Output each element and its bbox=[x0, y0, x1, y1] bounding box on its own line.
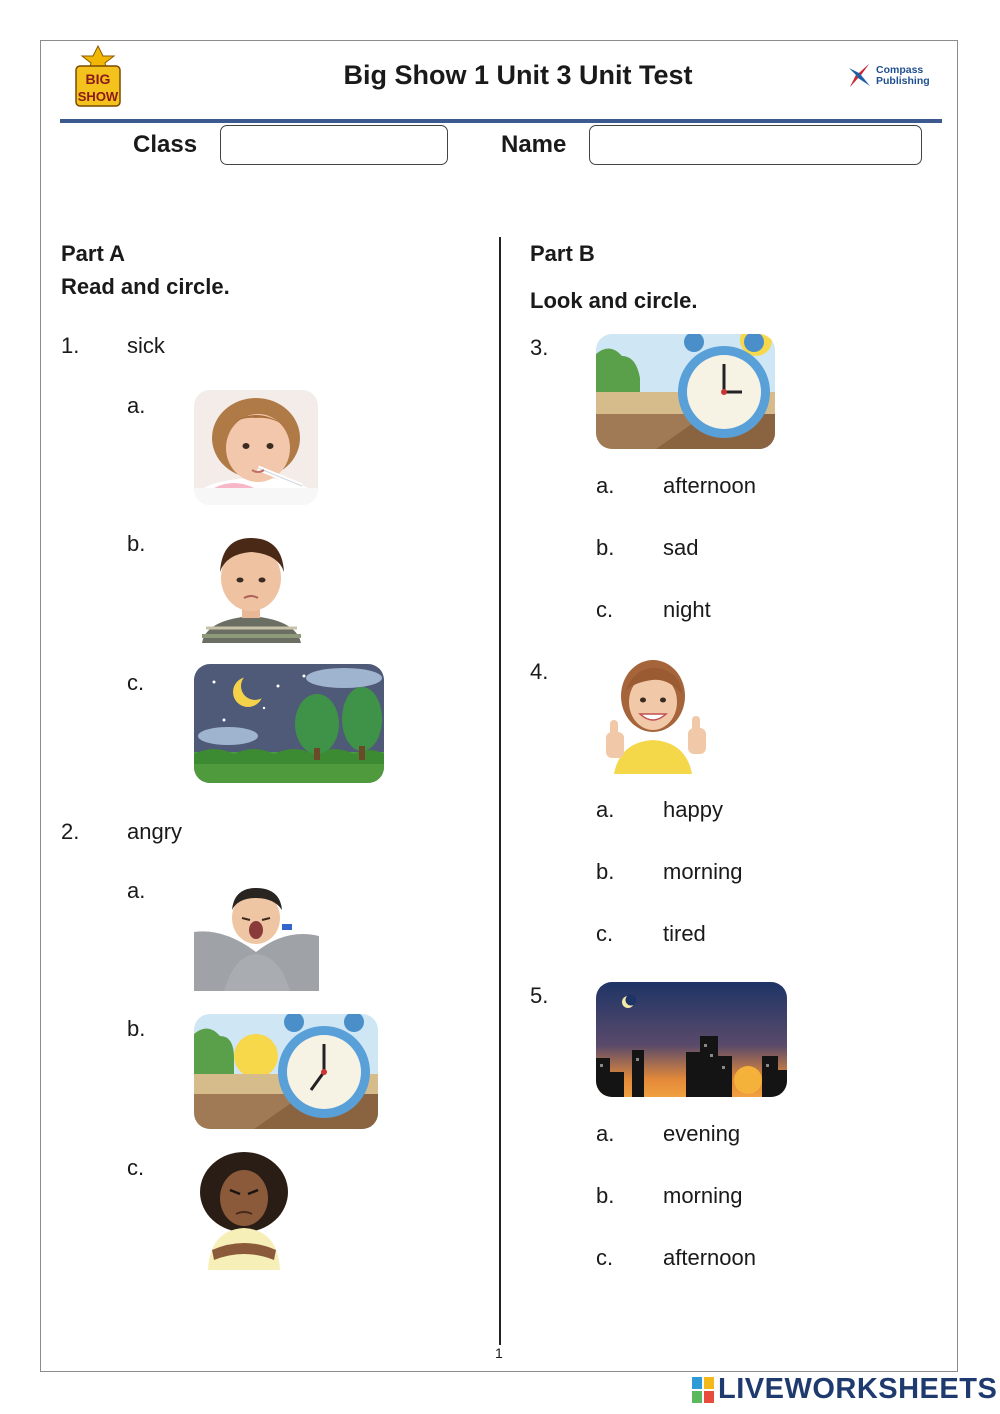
q1-option-b-sad-boy-image[interactable] bbox=[194, 528, 309, 643]
q2-option-a-yawning-boy-image[interactable] bbox=[194, 874, 319, 991]
q5-option-b-letter[interactable]: b. bbox=[596, 1183, 615, 1208]
q1-option-b-letter[interactable]: b. bbox=[127, 531, 146, 556]
q2-option-b-letter[interactable]: b. bbox=[127, 1016, 146, 1041]
question-1-number: 1. bbox=[61, 333, 80, 358]
q5-evening-city-image bbox=[596, 982, 787, 1097]
part-b-instruction: Look and circle. bbox=[530, 288, 698, 313]
q4-option-c-letter[interactable]: c. bbox=[596, 921, 614, 946]
q1-option-a-sick-girl-image[interactable] bbox=[194, 390, 318, 505]
question-4-number: 4. bbox=[530, 659, 549, 684]
q4-option-b-text[interactable]: morning bbox=[663, 859, 743, 884]
q5-option-b-text[interactable]: morning bbox=[663, 1183, 743, 1208]
class-label: Class bbox=[133, 131, 198, 158]
question-2-word: angry bbox=[127, 819, 183, 844]
page-number: 1 bbox=[495, 1345, 503, 1361]
part-b-heading: Part B bbox=[530, 241, 595, 266]
q3-option-a-letter[interactable]: a. bbox=[596, 473, 615, 498]
compass-star-icon bbox=[846, 60, 872, 90]
part-a-instruction: Read and circle. bbox=[61, 274, 230, 299]
question-1-word: sick bbox=[127, 333, 165, 358]
q4-option-b-letter[interactable]: b. bbox=[596, 859, 615, 884]
q3-afternoon-clock-image bbox=[596, 334, 775, 449]
q4-option-a-text[interactable]: happy bbox=[663, 797, 723, 822]
q2-option-a-letter[interactable]: a. bbox=[127, 878, 146, 903]
q2-option-c-angry-girl-image[interactable] bbox=[194, 1150, 294, 1270]
q4-happy-girl-image bbox=[596, 656, 711, 774]
question-2-number: 2. bbox=[61, 819, 80, 844]
q3-option-b-text[interactable]: sad bbox=[663, 535, 699, 560]
class-input[interactable] bbox=[220, 125, 448, 165]
q3-option-c-text[interactable]: night bbox=[663, 597, 711, 622]
q1-option-c-letter[interactable]: c. bbox=[127, 670, 145, 695]
q2-option-c-letter[interactable]: c. bbox=[127, 1155, 145, 1180]
question-5-number: 5. bbox=[530, 983, 549, 1008]
liveworksheets-logo-icon bbox=[692, 1377, 714, 1403]
q4-option-a-letter[interactable]: a. bbox=[596, 797, 615, 822]
compass-logo-line2: Publishing bbox=[876, 75, 930, 87]
q2-option-b-morning-clock-image[interactable] bbox=[194, 1014, 378, 1129]
logo-text-big: BIG bbox=[85, 71, 111, 87]
question-3-number: 3. bbox=[530, 335, 549, 360]
q3-option-c-letter[interactable]: c. bbox=[596, 597, 614, 622]
q5-option-c-letter[interactable]: c. bbox=[596, 1245, 614, 1270]
column-divider bbox=[499, 237, 501, 1345]
liveworksheets-watermark: LIVEWORKSHEETS bbox=[718, 1373, 998, 1405]
logo-text-show: SHOW bbox=[77, 89, 119, 104]
compass-publishing-logo bbox=[846, 60, 941, 92]
q5-option-c-text[interactable]: afternoon bbox=[663, 1245, 756, 1270]
page-title: Big Show 1 Unit 3 Unit Test bbox=[343, 60, 693, 90]
name-label: Name bbox=[501, 131, 567, 158]
q5-option-a-text[interactable]: evening bbox=[663, 1121, 741, 1146]
q1-option-c-night-scene-image[interactable] bbox=[194, 664, 384, 783]
name-input[interactable] bbox=[589, 125, 922, 165]
q4-option-c-text[interactable]: tired bbox=[663, 921, 706, 946]
part-a-heading: Part A bbox=[61, 241, 125, 266]
q5-option-a-letter[interactable]: a. bbox=[596, 1121, 615, 1146]
q3-option-b-letter[interactable]: b. bbox=[596, 535, 615, 560]
header-rule bbox=[60, 119, 942, 123]
q3-option-a-text[interactable]: afternoon bbox=[663, 473, 756, 498]
compass-logo-line1: Compass bbox=[876, 64, 924, 76]
q1-option-a-letter[interactable]: a. bbox=[127, 393, 146, 418]
